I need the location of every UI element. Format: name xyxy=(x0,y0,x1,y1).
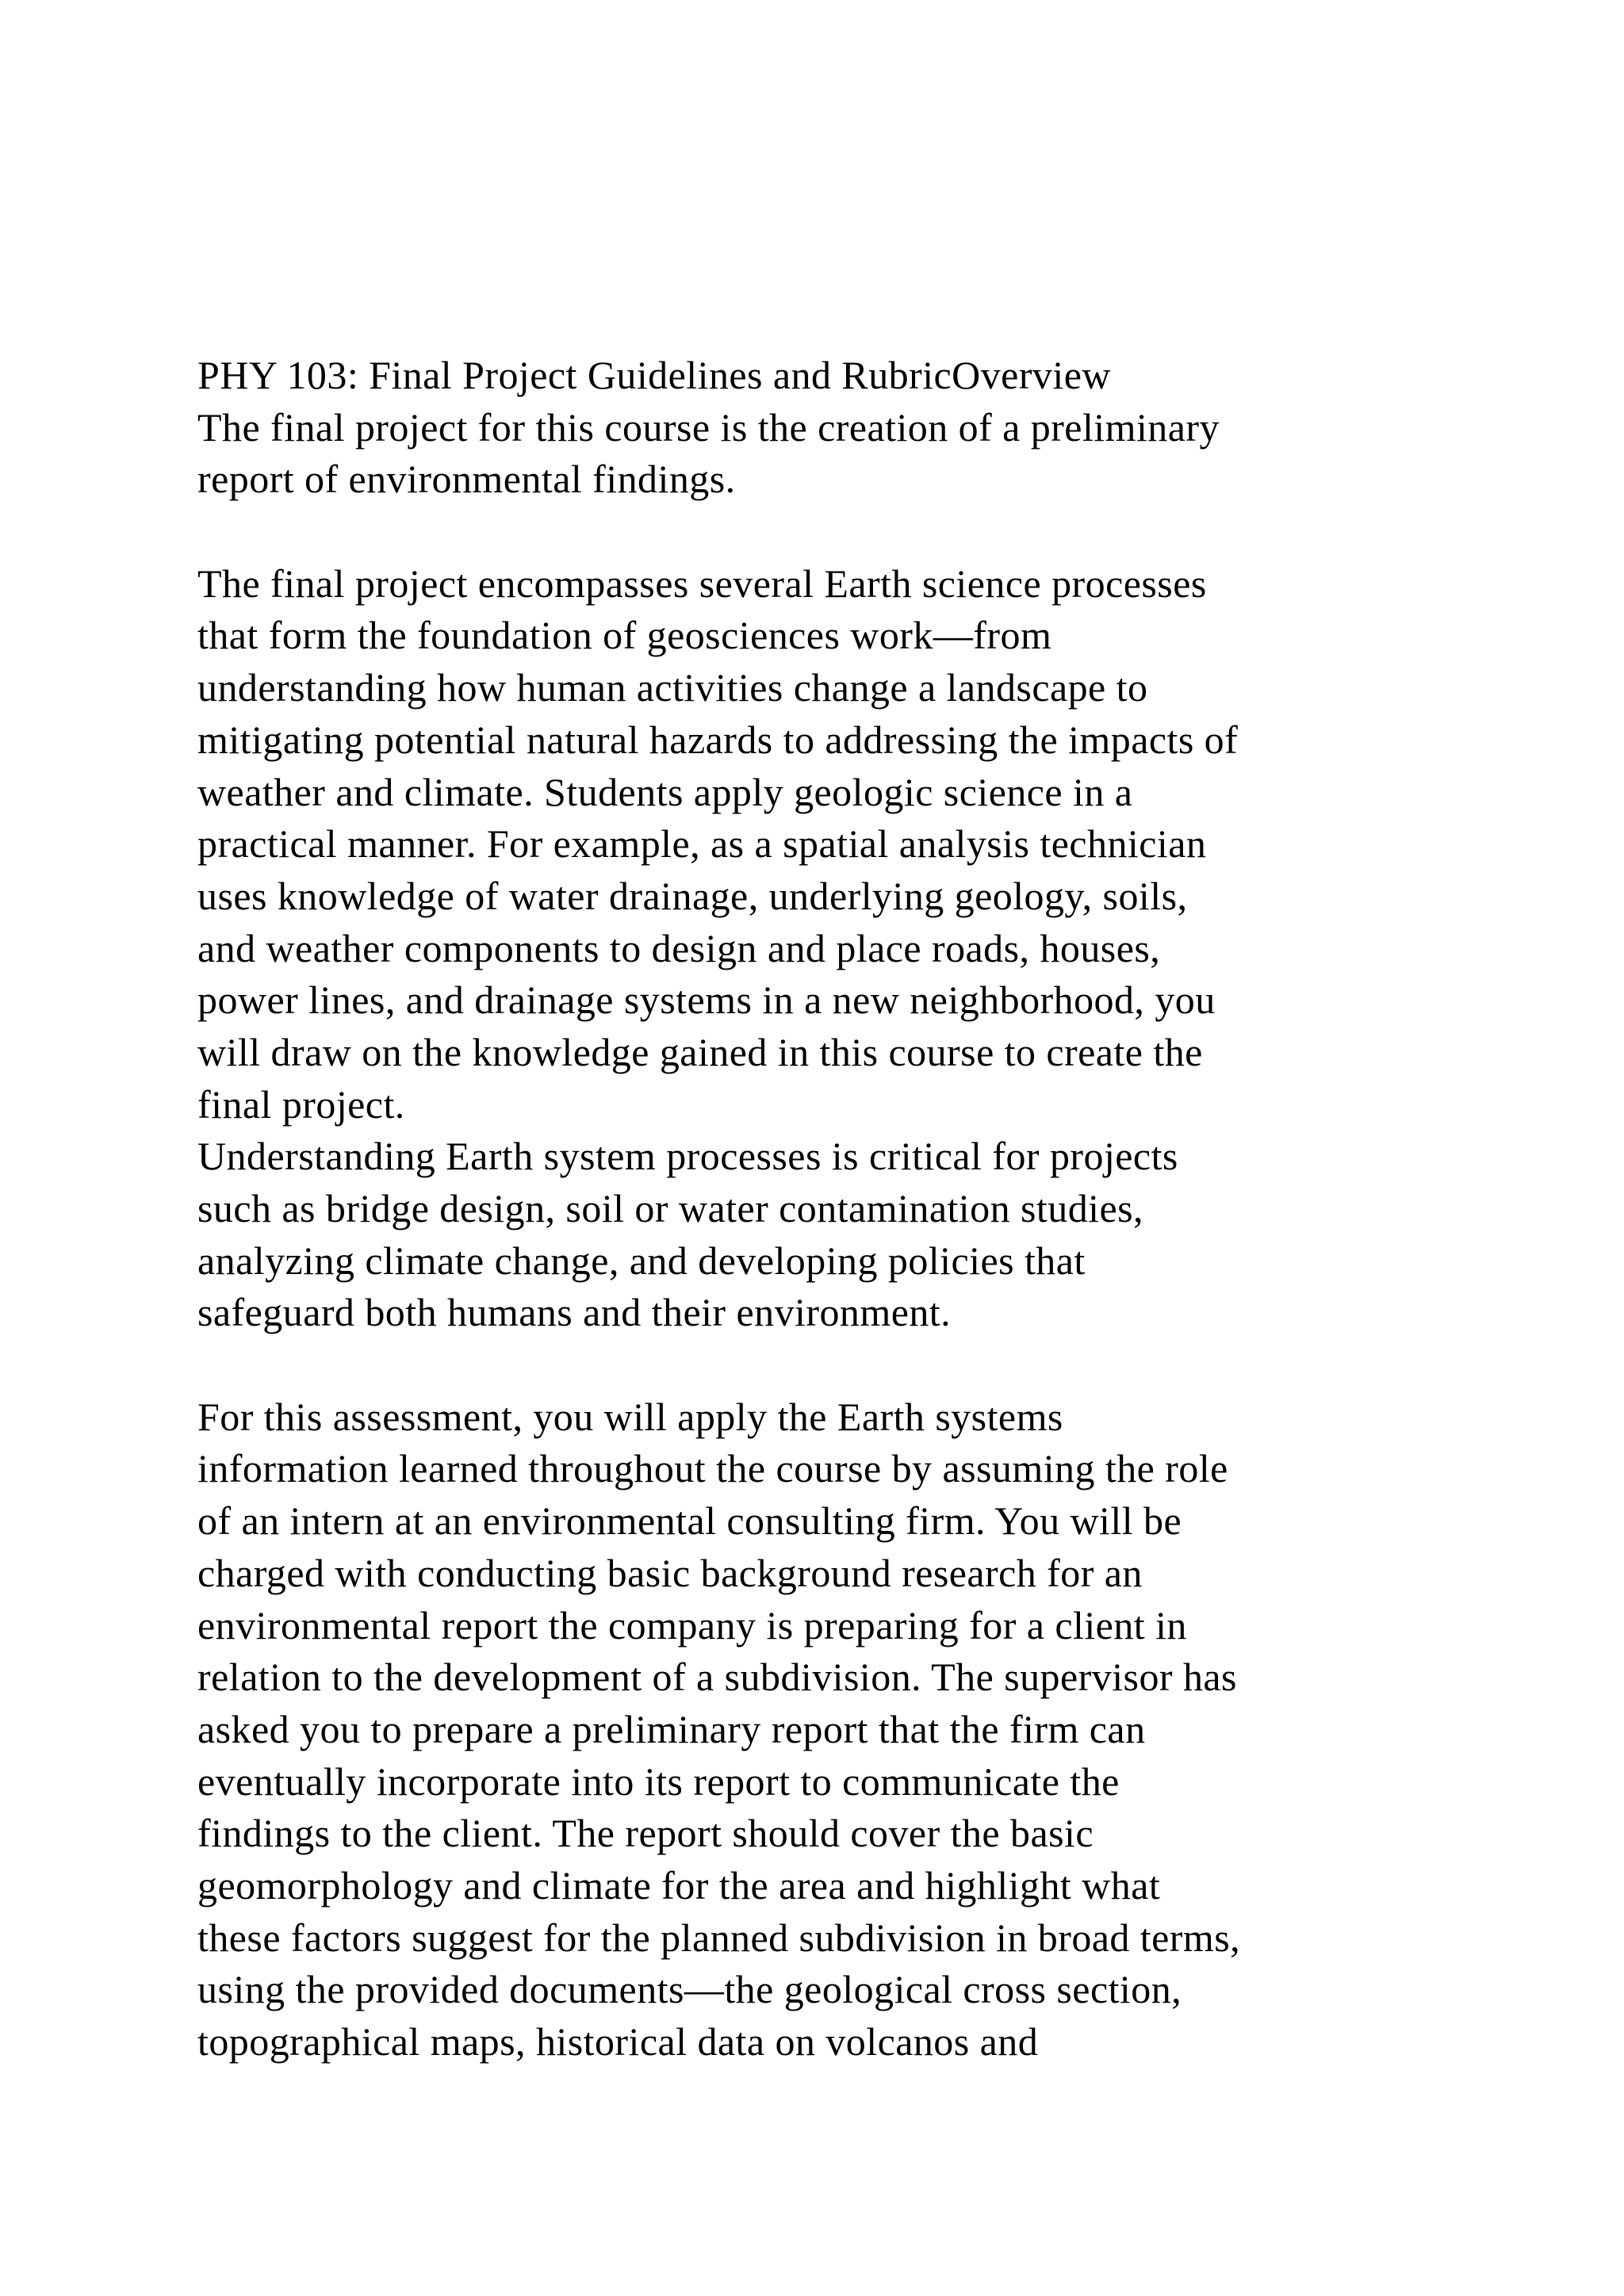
text-line: relation to the development of a subdivision. The supervisor has xyxy=(197,1655,1237,1700)
text-line: eventually incorporate into its report to communicate the xyxy=(197,1758,1120,1804)
text-line: uses knowledge of water drainage, underlying geology, soils, xyxy=(197,873,1188,918)
text-line: power lines, and drainage systems in a new neighborhood, you xyxy=(197,978,1216,1023)
paragraph-spacer xyxy=(197,506,1561,558)
paragraph-overview xyxy=(197,402,1561,506)
text-line: charged with conducting basic background research for an xyxy=(197,1550,1143,1595)
text-line: practical manner. For example, as a spatial analysis technician xyxy=(197,821,1207,867)
text-line: these factors suggest for the planned subdivision in broad terms, xyxy=(197,1915,1241,1960)
text-line: final project. xyxy=(197,1081,405,1127)
paragraph-assessment xyxy=(197,1391,1561,2068)
text-line: The final project encompasses several Earth science processes xyxy=(197,561,1207,606)
text-line: topographical maps, historical data on volcanos and xyxy=(197,2019,1039,2064)
text-line: report of environmental findings. xyxy=(197,457,736,502)
document-body xyxy=(197,350,1561,2068)
text-line: environmental report the company is preparing for a client in xyxy=(197,1602,1187,1647)
paragraph-spacer xyxy=(197,1339,1561,1391)
text-line: will draw on the knowledge gained in this course to create the xyxy=(197,1029,1203,1074)
text-line: The final project for this course is the creation of a preliminary xyxy=(197,404,1220,450)
text-line: findings to the client. The report should cover the basic xyxy=(197,1811,1094,1856)
text-line: understanding how human activities change a landscape to xyxy=(197,665,1148,710)
text-line: asked you to prepare a preliminary report that the firm can xyxy=(197,1706,1146,1751)
text-line: safeguard both humans and their environment. xyxy=(197,1290,952,1335)
text-line: analyzing climate change, and developing policies that xyxy=(197,1238,1086,1283)
paragraph-earth-system-understanding xyxy=(197,1131,1561,1339)
text-line: and weather components to design and place roads, houses, xyxy=(197,925,1161,970)
document-title: PHY 103: Final Project Guidelines and RubricOverview xyxy=(197,353,1111,397)
paragraph-earth-science-processes xyxy=(197,558,1561,1131)
text-line: of an intern at an environmental consulting firm. You will be xyxy=(197,1498,1182,1544)
text-line: that form the foundation of geosciences work—from xyxy=(197,613,1052,658)
text-line: Understanding Earth system processes is critical for projects xyxy=(197,1134,1178,1179)
text-line: such as bridge design, soil or water contamination studies, xyxy=(197,1186,1143,1230)
text-line: information learned throughout the course by assuming the role xyxy=(197,1446,1228,1491)
text-line: mitigating potential natural hazards to addressing the impacts of xyxy=(197,717,1239,762)
text-line: weather and climate. Students apply geologic science in a xyxy=(197,769,1133,814)
text-line: geomorphology and climate for the area and highlight what xyxy=(197,1862,1161,1908)
text-line: using the provided documents—the geological cross section, xyxy=(197,1967,1182,2012)
text-line: For this assessment, you will apply the Earth systems xyxy=(197,1394,1063,1439)
